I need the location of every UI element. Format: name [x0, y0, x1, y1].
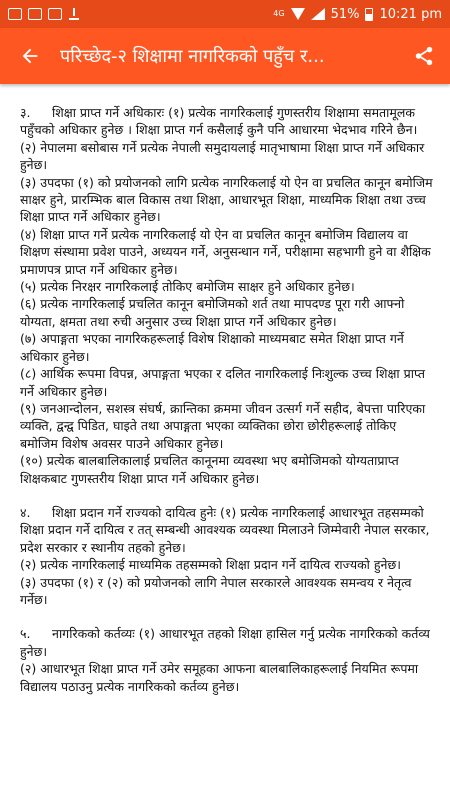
network-label: 4G	[273, 9, 285, 18]
paragraph	[20, 104, 434, 139]
section-text: शिक्षा प्राप्त गर्ने अधिकारः (१) प्रत्येक नागरिकलाई गुणस्तरीय शिक्षामा समतामूलक पहुँचको अधिकार हुनेछ । शिक्षा प्राप्त गर्न कसैलाई कुनै पनि आधारमा भेदभाव गरिने छैन।	[20, 105, 418, 138]
section-text: नागरिकको कर्तव्यः (१) आधारभूत तहको शिक्षा हासिल गर्नु प्रत्येक नागरिकको कर्तव्य हुनेछ।	[20, 626, 430, 659]
app-icon	[48, 8, 62, 20]
paragraph: (५) प्रत्येक निरक्षर नागरिकलाई तोकिए बमोजिम साक्षर हुने अधिकार हुनेछ।	[20, 279, 355, 295]
paragraph: (२) आधारभूत शिक्षा प्राप्त गर्ने उमेर समूहका आफना बालबालिकाहरूलाई नियमित रूपमा विद्यालय पठाउनु प्रत्येक नागरिकको कर्तव्य हुनेछ।	[20, 661, 419, 694]
status-system	[273, 7, 442, 22]
paragraph: (८) आर्थिक रूपमा विपन्न, अपाङ्गता भएका र दलित नागरिकलाई निःशुल्क उच्च शिक्षा प्राप्त गर्ने अधिकार हुनेछ।	[20, 366, 425, 399]
page-title: परिच्छेद-२ शिक्षामा नागरिकको पहुँच र...	[60, 46, 325, 67]
paragraph: (३) उपदफा (१) को प्रयोजनको लागि प्रत्येक नागरिकलाई यो ऐन वा प्रचलित कानून बमोजिम साक्षर हुने, प्रारम्भिक बाल विकास तथा शिक्षा, आधारभूत शिक्षा, माध्यमिक शिक्षा तथा उच्च शिक्षा प्राप्त गर्ने अधिकार हुनेछ।	[20, 174, 433, 225]
back-button[interactable]	[0, 28, 60, 84]
clock: 10:21 pm	[379, 6, 442, 22]
paragraph: (३) उपदफा (१) र (२) को प्रयोजनको लागि नेपाल सरकारले आवश्यक समन्वय र नेतृत्व गर्नेछ।	[20, 574, 412, 607]
paragraph	[20, 504, 434, 556]
back-arrow-icon	[19, 45, 41, 67]
section-number: ५.	[20, 626, 31, 642]
signal-icon	[311, 8, 325, 20]
article-content	[0, 96, 450, 800]
section-3	[20, 104, 434, 487]
status-bar	[0, 0, 450, 28]
share-icon	[413, 45, 435, 67]
wifi-icon	[291, 8, 305, 20]
paragraph: (६) प्रत्येक नागरिकलाई प्रचलित कानून बमोजिमको शर्त तथा मापदण्ड पूरा गरी आफ्नो योग्यता, क्षमता तथा रुची अनुसार उच्च शिक्षा प्राप्त गर्ने अधिकार हुनेछ।	[20, 296, 405, 329]
battery-percent: 51%	[330, 6, 360, 22]
paragraph: (९) जनआन्दोलन, सशस्त्र संघर्ष, क्रान्तिका क्रममा जीवन उत्सर्ग गर्ने सहीद, बेपत्ता पारिएका व्यक्ति, द्वन्द्व पिडित, घाइते तथा अपाङ्गता भएका व्यक्तिका छोरा छोरीहरूलाई तोकिए बमोजिम विशेष अवसर पाउने अधिकार हुनेछ।	[20, 400, 426, 451]
section-text: शिक्षा प्रदान गर्ने राज्यको दायित्व हुनेः (१) प्रत्येक नागरिकलाई आधारभूत तहसम्मको शिक्षा प्रदान गर्ने दायित्व र तत् सम्बन्धी आवश्यक व्यवस्था मिलाउने जिम्मेवारी नेपाल सरकार, प्रदेश सरकार र स्थानीय तहको हुनेछ।	[20, 504, 430, 555]
paragraph: (७) अपाङ्गता भएका नागरिकहरूलाई विशेष शिक्षाको माध्यमबाट समेत शिक्षा प्राप्त गर्ने अधिकार हुनेछ।	[20, 331, 404, 364]
section-4	[20, 504, 434, 608]
section-number: ४.	[20, 504, 31, 520]
battery-icon	[365, 8, 373, 21]
gallery-icon	[8, 8, 22, 20]
app-bar	[0, 28, 450, 84]
paragraph: (२) नेपालमा बसोबास गर्ने प्रत्येक नेपाली समुदायलाई मातृभाषामा शिक्षा प्राप्त गर्ने अधिकार हुनेछ।	[20, 139, 425, 173]
lock-icon	[28, 8, 42, 20]
section-number: ३.	[20, 105, 31, 120]
download-icon	[68, 8, 80, 20]
paragraph	[20, 625, 434, 660]
paragraph: (२) प्रत्येक नागरिकलाई माध्यमिक तहसम्मको शिक्षा प्रदान गर्ने दायित्व राज्यको हुनेछ।	[20, 557, 401, 573]
paragraph: (१०) प्रत्येक बालबालिकालाई प्रचलित कानूनमा व्यवस्था भए बमोजिमको योग्यताप्राप्त शिक्षकबाट गुणस्तरीय शिक्षा प्राप्त गर्ने अधिकार हुनेछ।	[20, 453, 399, 486]
status-notifications	[8, 8, 80, 20]
share-button[interactable]	[398, 28, 450, 84]
section-5	[20, 625, 434, 695]
paragraph: (४) शिक्षा प्राप्त गर्ने प्रत्येक नागरिकलाई यो ऐन वा प्रचलित कानून बमोजिम विद्यालय वा शिक्षण संस्थामा प्रवेश पाउने, अध्ययन गर्ने, अनुसन्धान गर्ने, परीक्षामा सहभागी हुने वा शैक्षिक प्रमाणपत्र प्राप्त गर्ने अधिकार हुनेछ।	[20, 226, 431, 277]
